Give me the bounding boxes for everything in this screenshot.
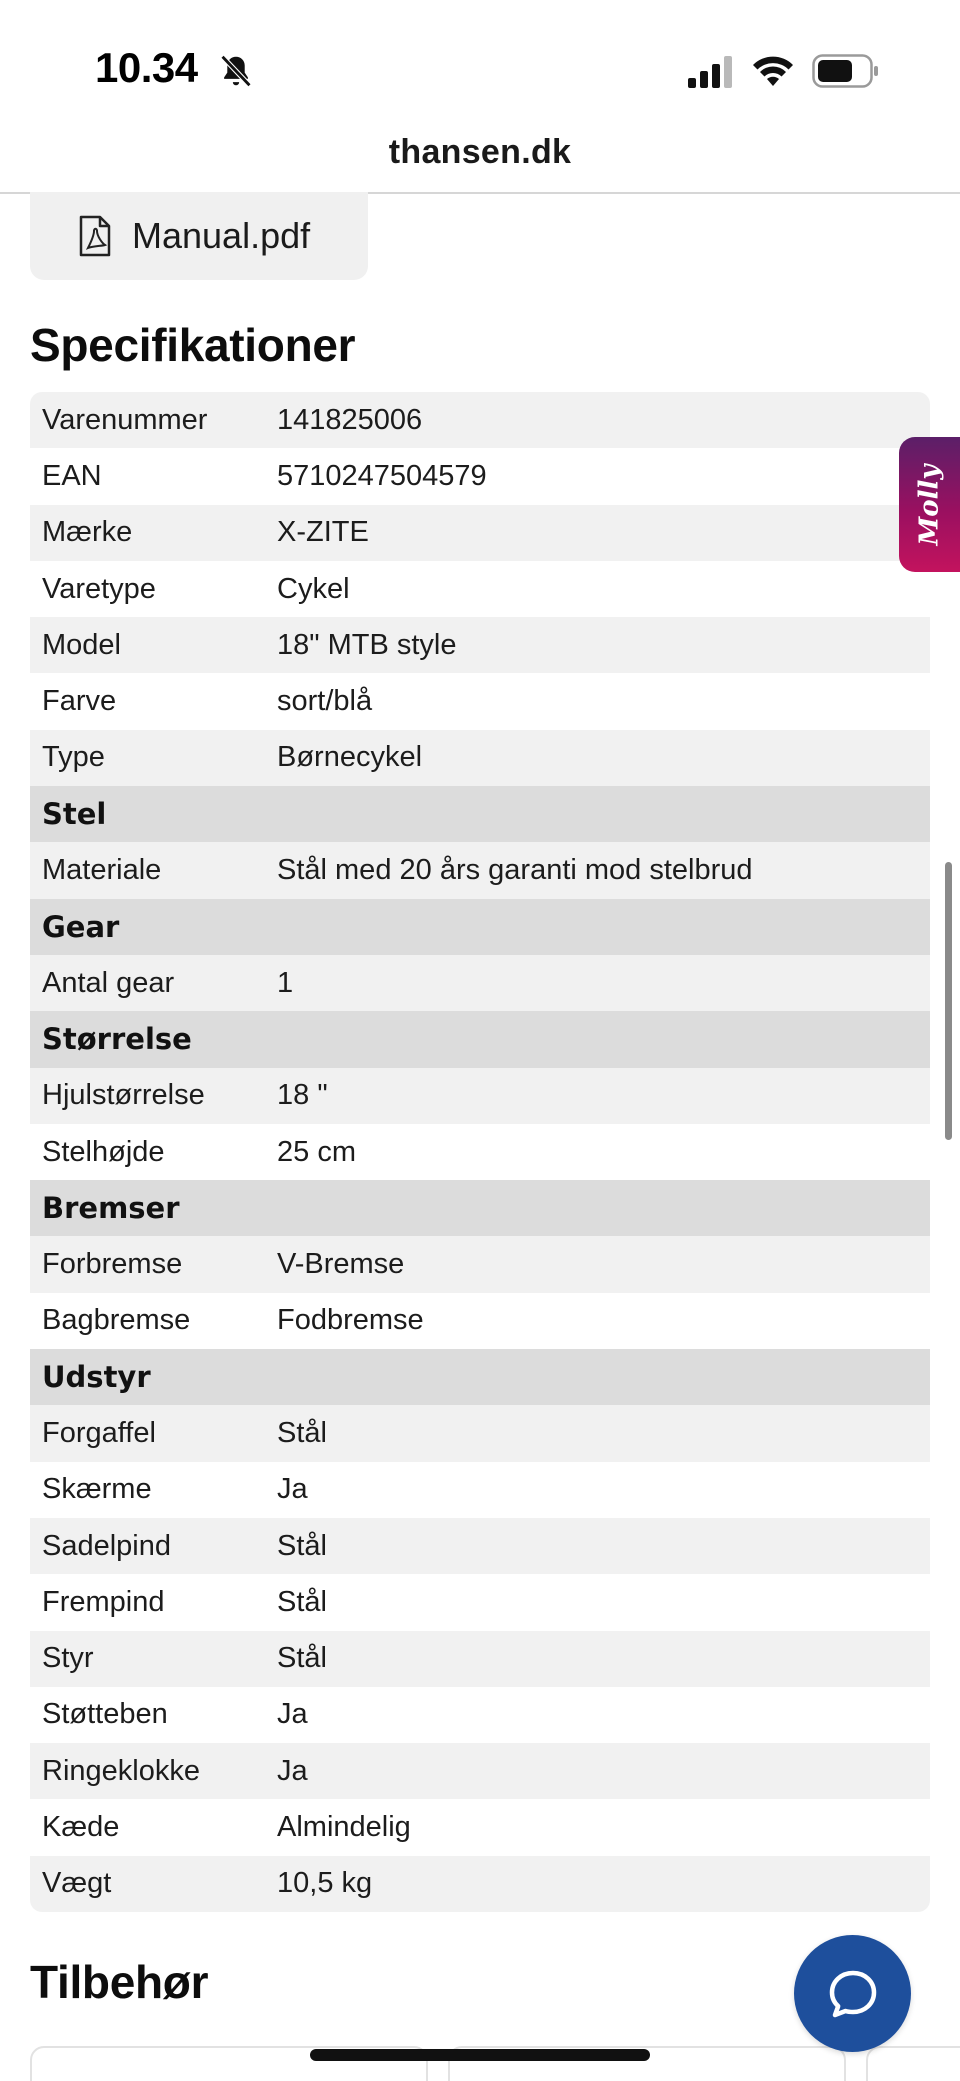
spec-row: [30, 730, 930, 786]
chat-bubble-icon: [826, 1967, 880, 2021]
spec-group-row: [30, 1349, 930, 1405]
spec-value: Stål: [277, 1585, 327, 1618]
spec-value: 5710247504579: [277, 459, 487, 492]
spec-value: Stål med 20 års garanti mod stelbrud: [277, 854, 753, 887]
signal-icon: [688, 56, 736, 88]
spec-group-label: Størrelse: [42, 1022, 192, 1057]
chat-button[interactable]: [794, 1935, 911, 2052]
spec-row: [30, 448, 930, 504]
spec-row: [30, 1518, 930, 1574]
spec-row: [30, 1856, 930, 1912]
molly-tab[interactable]: [899, 437, 960, 572]
spec-value: X-ZITE: [277, 516, 369, 549]
battery-icon: [812, 54, 880, 88]
address-bar[interactable]: [0, 130, 960, 192]
wifi-icon: [750, 52, 796, 88]
spec-label: Sadelpind: [42, 1529, 171, 1562]
spec-value: Stål: [277, 1642, 327, 1675]
spec-value: 25 cm: [277, 1135, 356, 1168]
manual-download-button[interactable]: [30, 192, 368, 280]
spec-row: [30, 1124, 930, 1180]
spec-label: Varetype: [42, 572, 156, 605]
spec-label: Forgaffel: [42, 1416, 156, 1449]
spec-value: Cykel: [277, 572, 350, 605]
spec-value: 141825006: [277, 403, 423, 436]
spec-value: Almindelig: [277, 1811, 411, 1844]
specifications-title: Specifikationer: [30, 319, 356, 371]
spec-label: Antal gear: [42, 966, 175, 999]
spec-row: [30, 1743, 930, 1799]
status-bar: [0, 0, 960, 130]
spec-label: Frempind: [42, 1585, 165, 1618]
url-text[interactable]: thansen.dk: [388, 133, 572, 171]
spec-label: EAN: [42, 459, 102, 492]
spec-label: Materiale: [42, 854, 162, 887]
spec-row: [30, 955, 930, 1011]
spec-label: Mærke: [42, 516, 133, 549]
specifications-table: [30, 392, 930, 1912]
spec-group-label: Gear: [42, 909, 120, 944]
spec-label: Vægt: [42, 1867, 112, 1900]
spec-row: [30, 1236, 930, 1292]
spec-value: 10,5 kg: [277, 1867, 373, 1900]
spec-value: Ja: [277, 1698, 308, 1731]
spec-value: Stål: [277, 1416, 327, 1449]
spec-value: Stål: [277, 1529, 327, 1562]
spec-row: [30, 1687, 930, 1743]
accessory-card[interactable]: [866, 2046, 960, 2081]
spec-label: Farve: [42, 685, 117, 718]
spec-label: Model: [42, 628, 121, 661]
spec-row: [30, 1405, 930, 1461]
spec-label: Styr: [42, 1642, 94, 1675]
spec-value: Ja: [277, 1473, 308, 1506]
spec-group-row: [30, 1011, 930, 1067]
spec-value: Ja: [277, 1754, 308, 1787]
spec-row: [30, 673, 930, 729]
spec-row: [30, 1799, 930, 1855]
spec-value: 18 ": [277, 1079, 328, 1112]
spec-value: Fodbremse: [277, 1304, 424, 1337]
spec-label: Forbremse: [42, 1248, 183, 1281]
spec-group-label: Udstyr: [42, 1360, 151, 1395]
spec-group-row: [30, 1180, 930, 1236]
spec-row: [30, 505, 930, 561]
spec-label: Skærme: [42, 1473, 152, 1506]
spec-group-row: [30, 899, 930, 955]
home-indicator: [310, 2049, 650, 2061]
spec-label: Varenummer: [42, 403, 208, 436]
spec-label: Støtteben: [42, 1698, 168, 1731]
spec-value: sort/blå: [277, 685, 373, 718]
spec-row: [30, 1068, 930, 1124]
pdf-file-icon: [78, 215, 112, 257]
scrollbar[interactable]: [945, 862, 952, 1140]
spec-label: Kæde: [42, 1811, 120, 1844]
spec-row: [30, 617, 930, 673]
manual-label: Manual.pdf: [132, 215, 311, 256]
spec-group-row: [30, 786, 930, 842]
spec-label: Ringeklokke: [42, 1754, 200, 1787]
bell-slash-icon: [217, 52, 255, 90]
spec-label: Stelhøjde: [42, 1135, 165, 1168]
spec-label: Type: [42, 741, 105, 774]
spec-group-label: Bremser: [42, 1191, 180, 1226]
spec-value: 1: [277, 966, 294, 999]
spec-label: Bagbremse: [42, 1304, 191, 1337]
spec-row: [30, 392, 930, 448]
status-time: 10.34: [95, 44, 198, 91]
spec-row: [30, 842, 930, 898]
spec-row: [30, 1462, 930, 1518]
spec-value: V-Bremse: [277, 1248, 405, 1281]
accessories-title: Tilbehør: [30, 1956, 209, 2008]
spec-row: [30, 1293, 930, 1349]
spec-label: Hjulstørrelse: [42, 1079, 205, 1112]
spec-value: 18" MTB style: [277, 628, 457, 661]
spec-row: [30, 561, 930, 617]
spec-value: Børnecykel: [277, 741, 423, 774]
spec-row: [30, 1574, 930, 1630]
spec-group-label: Stel: [42, 797, 107, 832]
spec-row: [30, 1631, 930, 1687]
molly-label: Molly: [914, 464, 945, 545]
